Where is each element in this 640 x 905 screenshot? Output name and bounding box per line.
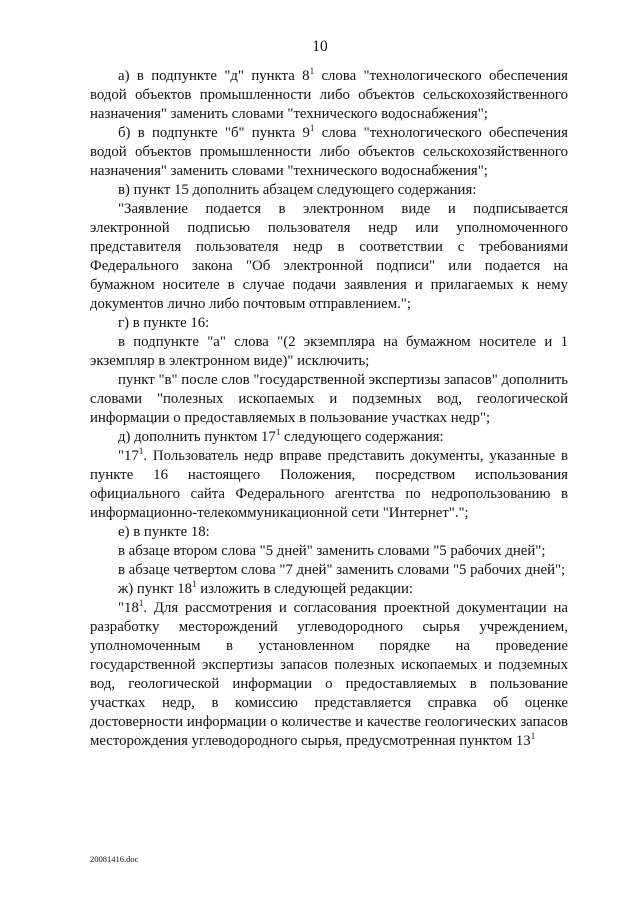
text-run: в подпункте "а" слова "(2 экземпляра на бумажном носителе и 1 экземпляр в электронном виде)" исключить;	[90, 334, 568, 369]
text-run: в) пункт 15 дополнить абзацем следующего содержания:	[118, 182, 477, 198]
text-run: слова "технологического обеспечения водой объектов промышленности либо объектов сельскохозяйственного назначения" заменить словами "технического водоснабжения";	[90, 68, 568, 122]
paragraph	[90, 580, 568, 599]
paragraph	[90, 124, 568, 181]
text-run: . Пользователь недр вправе представить документы, указанные в пункте 16 настоящего Положения, посредством использования официального сайта Федерального агентства по недропользованию в информационно-телекоммуникационной сети "Интернет".";	[90, 448, 568, 521]
paragraph	[90, 542, 568, 561]
superscript: 1	[530, 731, 536, 741]
text-run: "18	[118, 600, 139, 616]
superscript: 1	[138, 598, 144, 608]
text-run: г) в пункте 16:	[118, 315, 210, 331]
text-run: изложить в следующей редакции:	[196, 581, 413, 597]
text-run: слова "технологического обеспечения водой объектов промышленности либо объектов сельскохозяйственного назначения" заменить словами "технического водоснабжения";	[90, 125, 568, 179]
superscript: 1	[138, 446, 144, 456]
superscript: 1	[192, 579, 197, 589]
text-run: в абзаце втором слова "5 дней" заменить словами "5 рабочих дней";	[118, 543, 546, 559]
text-run: пункт "в" после слов "государственной экспертизы запасов" дополнить словами "полезных ископаемых и подземных вод, геологической информации о предоставляемых в пользование участках недр";	[90, 372, 568, 426]
paragraph	[90, 67, 568, 124]
superscript: 1	[309, 123, 315, 133]
paragraph	[90, 200, 568, 314]
paragraph	[90, 428, 568, 447]
paragraph	[90, 561, 568, 580]
text-run: в абзаце четвертом слова "7 дней" заменить словами "5 рабочих дней";	[118, 562, 566, 578]
paragraph	[90, 447, 568, 523]
page-number: 10	[312, 38, 328, 55]
paragraph	[90, 333, 568, 371]
text-run: а) в подпункте "д" пункта 8	[118, 68, 310, 84]
file-reference: 20081416.doc	[90, 854, 139, 864]
paragraph	[90, 181, 568, 200]
paragraph	[90, 371, 568, 428]
superscript: 1	[275, 427, 281, 437]
paragraph	[90, 599, 568, 751]
text-run: "Заявление подается в электронном виде и подписывается электронной подписью пользователя недр или уполномоченного представителя пользователя недр в соответствии с требованиями Федерального закона "Об электронной подписи" или подается на бумажном носителе в случае подачи заявления и прилагаемых к нему документов лично либо почтовым отправлением.";	[90, 201, 568, 312]
text-run: д) дополнить пунктом 17	[118, 429, 276, 445]
text-run: "17	[118, 448, 139, 464]
paragraph	[90, 523, 568, 542]
document-body	[90, 67, 568, 751]
paragraph	[90, 314, 568, 333]
text-run: ж) пункт 18	[118, 581, 193, 597]
text-run: б) в подпункте "б" пункта 9	[118, 125, 310, 141]
text-run: е) в пункте 18:	[118, 524, 210, 540]
text-run: . Для рассмотрения и согласования проектной документации на разработку месторождений углеводородного сырья учреждением, уполномоченным в установленном порядке на проведение государственной экспертизы запасов полезных ископаемых и подземных вод, геологической информации о предоставляемых в пользование участках недр, в комиссию представляется справка об оценке достоверности информации о количестве и качестве геологических запасов месторождения углеводородного сырья, предусмотренная пунктом 13	[90, 600, 568, 749]
text-run: следующего содержания:	[280, 429, 444, 445]
superscript: 1	[309, 66, 315, 76]
